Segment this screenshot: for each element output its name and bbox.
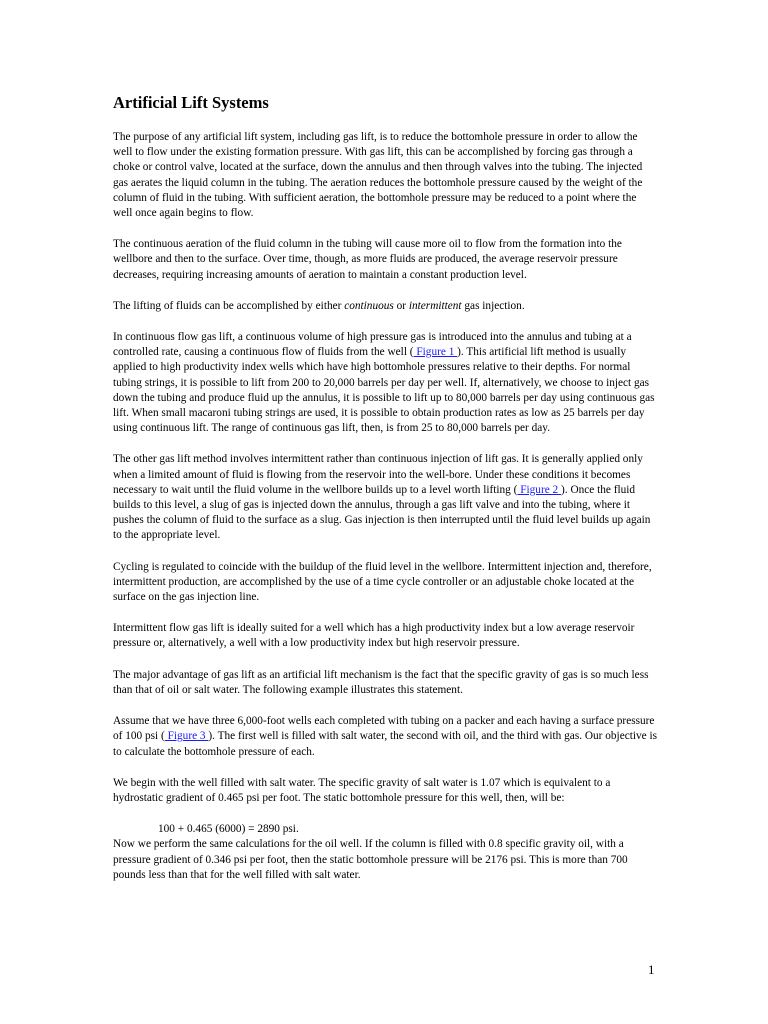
text-run: Assume that we have three 6,000-foot wells each completed with tubing on a packer and each having a surface pressure of 100 psi ( <box>113 715 655 743</box>
paragraph-intermittent-method <box>113 452 658 543</box>
text-run: gas injection. <box>461 299 525 312</box>
paragraph-continuous-flow <box>113 330 658 436</box>
paragraph-purpose: The purpose of any artificial lift system, including gas lift, is to reduce the bottomhole pressure in order to allow the well to flow under the existing formation pressure. With gas lift, this can be accomplished by forcing gas through a choke or control valve, located at the surface, down the annulus and then through valves into the tubing. The injected gas aerates the liquid column in the tubing. The aeration reduces the bottomhole pressure caused by the weight of the column of fluid in the tubing. With sufficient aeration, the bottomhole pressure may be reduced to a point where the well once again begins to flow. <box>113 131 643 220</box>
document-body <box>113 93 658 899</box>
paragraph-oil-well: Now we perform the same calculations for the oil well. If the column is filled with 0.8 specific gravity oil, with a pressure gradient of 0.346 psi per foot, then the static bottomhole pressure will be 2176 psi. This is more than 700 pounds less than that for the well filled with salt water. <box>113 838 628 881</box>
text-run: The lifting of fluids can be accomplished by either <box>113 299 345 312</box>
paragraph-intermittent-suited: Intermittent flow gas lift is ideally suited for a well which has a high productivity index but a low average reservoir pressure or, alternatively, a well with a low productivity index but high reservoir pressure. <box>113 622 635 650</box>
paragraph-lifting-methods <box>113 299 658 314</box>
text-run: ). Once the fluid builds to this level, a slug of gas is injected down the annulus, through a gas lift valve and into the tubing, where it pushes the column of fluid to the surface as a slug. Gas injection is then interrupted until the fluid level builds up again to the appropriate level. <box>113 483 651 542</box>
page-number: 1 <box>648 962 655 977</box>
emphasis-intermittent: intermittent <box>408 299 462 312</box>
emphasis-continuous: continuous <box>344 299 394 312</box>
figure-1-link[interactable]: Figure 1 <box>413 346 458 359</box>
figure-3-link[interactable]: Figure 3 <box>164 730 209 743</box>
figure-2-link[interactable]: Figure 2 <box>517 483 562 496</box>
paragraph-three-wells <box>113 714 658 760</box>
page-title: Artificial Lift Systems <box>113 93 269 112</box>
text-run: The other gas lift method involves intermittent rather than continuous injection of lift gas. It is generally applied only when a limited amount of fluid is flowing from the reservoir into the well-bore. Under these conditions it becomes necessary to wait until the fluid volume in the wellbore builds up to a level worth lifting ( <box>113 453 643 496</box>
paragraph-continuous-aeration: The continuous aeration of the fluid column in the tubing will cause more oil to flow from the formation into the wellbore and then to the surface. Over time, though, as more fluids are produced, the average reservoir pressure decreases, requiring increasing amounts of aeration to maintain a constant production level. <box>113 238 622 281</box>
text-run: ). This artificial lift method is usually applied to high productivity index wells which have high bottomhole pressures relative to their depths. For normal tubing strings, it is possible to lift from 200 to 20,000 barrels per day per well. If, alternatively, we choose to inject gas down the tubing and produce fluid up the annulus, it is possible to lift up to 80,000 barrels per day using continuous gas lift. When small macaroni tubing strings are used, it is possible to obtain production rates as low as 25 barrels per day using continuous lift. The range of continuous gas lift, then, is from 25 to 80,000 barrels per day. <box>113 346 655 435</box>
equation-salt-water: 100 + 0.465 (6000) = 2890 psi. <box>158 823 299 836</box>
text-run: or <box>393 299 409 312</box>
text-run: In continuous flow gas lift, a continuous volume of high pressure gas is introduced into the annulus and tubing at a controlled rate, causing a continuous flow of fluids from the well ( <box>113 331 632 359</box>
paragraph-salt-water: We begin with the well filled with salt water. The specific gravity of salt water is 1.07 which is equivalent to a hydrostatic gradient of 0.465 psi per foot. The static bottomhole pressure for this well, then, will be: <box>113 776 611 804</box>
text-run: ). The first well is filled with salt water, the second with oil, and the third with gas. Our objective is to calculate the bottomhole pressure of each. <box>113 730 658 758</box>
paragraph-major-advantage: The major advantage of gas lift as an artificial lift mechanism is the fact that the specific gravity of gas is so much less than that of oil or salt water. The following example illustrates this statement. <box>113 668 649 696</box>
paragraph-cycling: Cycling is regulated to coincide with the buildup of the fluid level in the wellbore. Intermittent injection and, therefore, intermittent production, are accomplished by the use of a time cycle controller or an adjustable choke located at the surface on the gas injection line. <box>113 560 652 604</box>
